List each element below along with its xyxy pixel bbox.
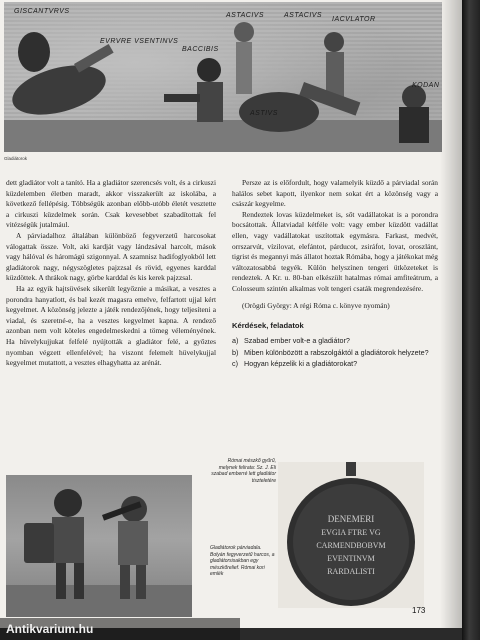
mosaic-illustration (4, 2, 442, 152)
gladiator-fight-illustration (6, 475, 192, 617)
paragraph: dett gladiátor volt a tanító. Ha a gladiátor szerencsés volt, és a cirkuszi küzdelemben életben maradt, akkor visszakerült az iskolába, a következő fellépésig. Többségük azonban előbb-utóbb életét vesztette a cirkuszi küzdelmek során. Csak kevesebbet szabadítottak fel vitézségük jutalmául. (6, 178, 216, 230)
paragraph: Rendeztek lovas küzdelmeket is, sőt vadállatokat is a porondra bocsátottak. Állatviadal kétféle volt: vagy ember küzdött vadállat ellen, vagy vadállatokat uszítottak egymásra. Farkast, medvét, orrszarvút, vízilovat, elefántot, párducot, zsiráfot, lovat, oroszlánt, tigrist és megannyi más állatot hoztak Rómába, hogy a játékokat még változatosabbá tegyék. Külön helyszínen tengeri ütközeteket is rendeztek. A Kr. u. 80-ban elkészült hatalmas római amfiteátrum, a Colosseum szintén alkalmas volt tengeri csaták megrendezésére. (232, 209, 438, 293)
tessera-line: EVGIA FTRE VG (321, 528, 381, 537)
mosaic-label-2: EVRVRE VSENTINVS (100, 38, 179, 45)
fight-figures (6, 475, 192, 617)
text-column-left (6, 178, 216, 369)
mosaic-label-6: IACVLATOR (332, 16, 376, 23)
mosaic-label-4: ASTACIVS (226, 12, 265, 19)
mosaic-label-5: ASTACIVS (284, 12, 323, 19)
book-edge (462, 0, 480, 640)
mosaic-label-1: GISCANTVRVS (14, 8, 70, 15)
question-text: Szabad ember volt-e a gladiátor? (244, 335, 350, 345)
fight-caption: Gladiátorok párviadala. Bolyán fegyverzetű harcos, a gladiátorsisakban egy mészkőrelief. Római kori emlék (210, 545, 275, 578)
mosaic-label-3: BACCIBIS (182, 46, 219, 53)
mosaic-label-7: ASTIVS (250, 110, 278, 117)
text-column-right (232, 178, 438, 371)
paragraph: Persze az is előfordult, hogy valamelyik küzdő a párviadal során halálos sebet kapott, ilyenkor nem sokat ért a közönség vagy a császár kegyelme. (232, 178, 438, 209)
question-text: Miben különbözött a rabszolgáktól a gladiátorok helyzete? (244, 347, 429, 357)
question-item (232, 348, 438, 358)
questions-list (232, 336, 438, 369)
tessera-line: CARMENDBOBVM (316, 541, 386, 550)
question-item (232, 336, 438, 346)
source-citation: (Orögdi György: A régi Róma c. könyve nyomán) (242, 300, 390, 310)
question-marker: b) (232, 347, 239, 357)
tessera-illustration (278, 462, 424, 608)
tessera-line: DENEMERI (327, 514, 375, 524)
paragraph: A párviadalhoz általában különböző fegyverzetű harcosokat válogattak össze. Volt, aki kardját vagy lándzsával harcolt, mások vagy hálóval és háromágú szigonnyal. A szamnisz hadifoglyokból lett gladiátorok nagy, négyszögletes pajzzsal és rövid, egyenes karddal küzdöttek. A thrákok nagy, görbe karddal és kis kerek pajzzsal. (6, 230, 216, 283)
watermark: Antikvarium.hu (0, 618, 240, 640)
tessera-disc (278, 462, 424, 608)
tessera-line: RARDALISTI (327, 567, 375, 576)
tessera-line: EVENTINVM (327, 554, 375, 563)
tessera-caption: Római mészkő gyűrű, melynek felirata: Sz. J. Eli szabad emberré lett gladiátor tiszteletére (211, 458, 276, 484)
mosaic-label-8: KODAN (412, 82, 440, 89)
mosaic-caption: Gladiátorok (4, 156, 28, 161)
question-marker: c) (232, 359, 238, 369)
paragraph: Ha az egyik hajtsüvések sikerült legyőznie a másikat, a vesztes a porondra hanyatlott, és bal kezét magasra emelve, felfartott ujjal kért kegyelmet. A közönség jelezte a játék rendezőjének, hogy teljesíteni a viadal, és szeretné-e, ha a vesztes kegyelmet kapna. A rendező azonban nem volt köteles engedelmeskedni a tömeg véleményének. Ha hüvelykujjukat felfelé nyújtották a gladiátor felé, a győztes nyomban végzett ellenfelével; ha viszont felemelt hüvelykujjal kegyelmet mutattott, a vesztes elhagyhatta az arénát. (6, 283, 216, 368)
page-number: 173 (412, 606, 426, 615)
mosaic-figures (4, 2, 442, 152)
questions-heading: Kérdések, feladatok (232, 321, 304, 331)
question-marker: a) (232, 335, 239, 345)
question-text: Hogyan képzelik ki a gladiátorokat? (244, 359, 358, 369)
question-item (232, 359, 438, 369)
